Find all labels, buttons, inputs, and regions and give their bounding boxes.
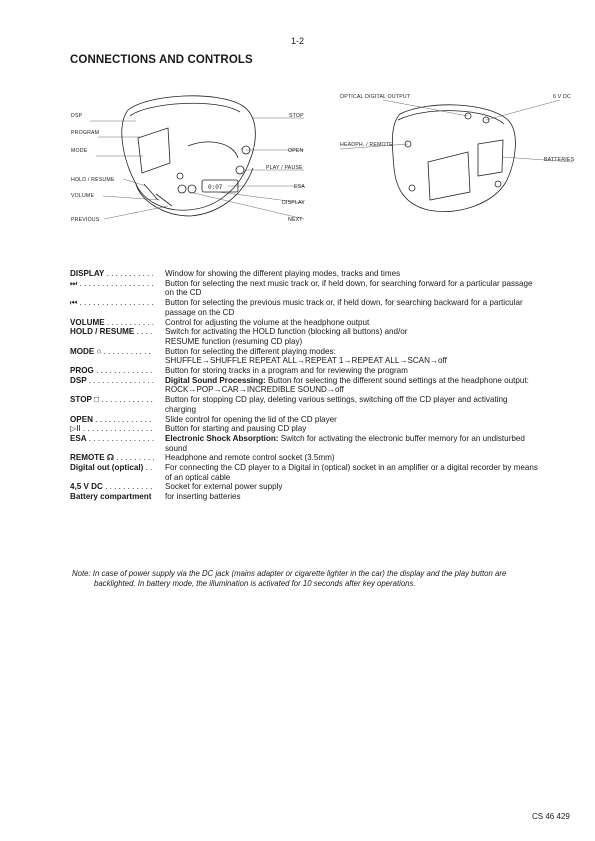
- label-headph-remote: HEADPH. / REMOTE: [340, 142, 393, 148]
- def-line: Socket for external power supply: [165, 482, 283, 492]
- leader-dots: . . . .: [134, 327, 153, 337]
- def-line: of an optical cable: [165, 472, 231, 482]
- page-title: CONNECTIONS AND CONTROLS: [70, 54, 253, 66]
- desc-row-prog: [70, 366, 590, 376]
- term-remote: REMOTE ☊: [70, 453, 115, 463]
- controls-description-list: [70, 269, 590, 502]
- leader-dots: . . . . . . . . . . . . . . . . .: [77, 298, 154, 308]
- leader-dots: . . . . . . . . . . .: [104, 269, 154, 278]
- def-line: Button for selecting the different sound settings at the headphone output:: [265, 375, 529, 385]
- leader-dots: . . . . . . . . . . . . . . . .: [80, 424, 153, 434]
- term-dc: 4,5 V DC: [70, 482, 103, 492]
- term-stop: STOP □: [70, 395, 99, 405]
- def-line: passage on the CD: [165, 307, 235, 317]
- leader-dots: . . . . . . . . . . .: [102, 482, 153, 492]
- label-display: DISPLAY: [282, 200, 305, 206]
- label-volume: VOLUME: [71, 193, 95, 199]
- term-hold-resume: HOLD / RESUME: [70, 327, 135, 337]
- desc-row-dc: [70, 482, 590, 492]
- label-dsp: DSP: [71, 113, 83, 119]
- desc-row-battery: [70, 492, 590, 502]
- def-line: Button for selecting the previous music track or, if held down, for searching backward for a particular: [165, 298, 523, 308]
- desc-row-esa: [70, 434, 590, 453]
- desc-row-open: [70, 415, 590, 425]
- def-line: For connecting the CD player to a Digital in (optical) socket in an amplifier or a digital recorder by means: [165, 463, 538, 473]
- desc-row-remote: [70, 453, 590, 463]
- label-batteries: BATTERIES: [544, 157, 575, 163]
- leader-dots: . . . . . . . . . . . . .: [93, 366, 153, 376]
- term-digital-out: Digital out (optical): [70, 463, 144, 473]
- desc-row-mode: [70, 347, 590, 366]
- leader-dots: . . . . . . . . . . . . .: [92, 414, 152, 424]
- def-line: Button for stopping CD play, deleting various settings, switching off the CD player and activating: [165, 395, 508, 405]
- term-next-icon: ⏭: [70, 278, 78, 288]
- term-battery: Battery compartment: [70, 492, 152, 502]
- desc-row-previous: [70, 298, 590, 317]
- def-lead: Digital Sound Processing:: [165, 375, 266, 385]
- def-line: Switch for activating the electronic buffer memory for an undisturbed: [278, 433, 525, 443]
- desc-row-display: [70, 269, 590, 279]
- def-line: RESUME function (resuming CD play): [165, 336, 303, 346]
- term-dsp: DSP: [70, 375, 87, 385]
- term-display: DISPLAY: [70, 269, 105, 278]
- def-lead: Electronic Shock Absorption:: [165, 433, 279, 443]
- cd-player-back-illustration: [338, 92, 578, 222]
- desc-row-next: [70, 279, 590, 298]
- desc-row-stop: [70, 395, 590, 414]
- label-open: OPEN: [288, 148, 304, 154]
- def-line: Button for selecting the different playing modes:: [165, 346, 336, 356]
- term-prog: PROG: [70, 366, 94, 376]
- desc-row-play-pause: [70, 424, 590, 434]
- leader-dots: . . . . . . . . . . .: [101, 346, 151, 356]
- def-line: charging: [165, 404, 197, 414]
- desc-row-hold-resume: [70, 327, 590, 346]
- term-open: OPEN: [70, 414, 93, 424]
- label-esa: ESA: [294, 184, 305, 190]
- leader-dots: . . . . . . . . . . . . . . . . .: [77, 278, 154, 288]
- note-line-2: backlighted. In battery mode, the illumination is activated for 10 seconds after key operations.: [94, 579, 416, 588]
- document-code: CS 46 429: [532, 812, 570, 821]
- term-play-pause-icon: ▷II: [70, 424, 81, 434]
- def-line: Window for showing the different playing modes, tracks and times: [165, 269, 401, 278]
- leader-dots: . .: [143, 463, 153, 473]
- def-line: Button for starting and pausing CD play: [165, 424, 307, 434]
- label-next: NEXT: [288, 217, 303, 223]
- label-play-pause: PLAY / PAUSE: [266, 165, 303, 171]
- note: [72, 569, 582, 589]
- page-number: 1-2: [290, 36, 304, 46]
- def-line: SHUFFLE→SHUFFLE REPEAT ALL→REPEAT 1→REPEAT ALL→SCAN→off: [165, 356, 447, 366]
- def-line: sound: [165, 443, 188, 453]
- def-line: Slide control for opening the lid of the CD player: [165, 414, 337, 424]
- label-mode: MODE: [71, 148, 88, 154]
- desc-row-volume: [70, 318, 590, 328]
- label-previous: PREVIOUS: [71, 217, 100, 223]
- def-line: ROCK→POP→CAR→INCREDIBLE SOUND→off: [165, 385, 344, 395]
- def-line: Control for adjusting the volume at the headphone output: [165, 317, 370, 327]
- term-previous-icon: ⏮: [70, 298, 78, 308]
- leader-dots: . . . . . . . . . . . . . . .: [86, 433, 155, 443]
- lcd-display-text: 0:07: [208, 184, 223, 191]
- def-line: for inserting batteries: [165, 492, 241, 502]
- desc-row-dsp: [70, 376, 590, 395]
- term-esa: ESA: [70, 433, 87, 443]
- label-program: PROGRAM: [71, 130, 100, 136]
- term-mode: MODE ○: [70, 346, 102, 356]
- leader-dots: . . . . . . . . .: [114, 453, 155, 463]
- label-6v-dc: 6 V DC: [553, 94, 571, 100]
- def-line: Switch for activating the HOLD function (blocking all buttons) and/or: [165, 327, 408, 337]
- note-line-1: Note: In case of power supply via the DC jack (mains adapter or cigarette lighter in the car) the display and the play button are: [72, 569, 507, 578]
- def-line: Button for storing tracks in a program and for reviewing the program: [165, 366, 408, 376]
- def-line: Headphone and remote control socket (3.5mm): [165, 453, 335, 463]
- cd-player-front-illustration: [68, 88, 318, 228]
- leader-dots: . . . . . . . . . . . .: [98, 395, 153, 405]
- label-optical-digital-output: OPTICAL DIGITAL OUTPUT: [340, 94, 411, 100]
- term-volume: VOLUME: [70, 317, 105, 327]
- label-stop: STOP: [289, 113, 304, 119]
- leader-dots: . . . . . . . . . . . . . . .: [86, 375, 155, 385]
- leader-dots: . . . . . . . . . . .: [104, 317, 155, 327]
- desc-row-digital-out: [70, 463, 590, 482]
- def-line: Button for selecting the next music track or, if held down, for searching forward for a particular passage: [165, 278, 533, 288]
- def-line: on the CD: [165, 288, 202, 298]
- label-hold-resume: HOLD / RESUME: [71, 177, 115, 183]
